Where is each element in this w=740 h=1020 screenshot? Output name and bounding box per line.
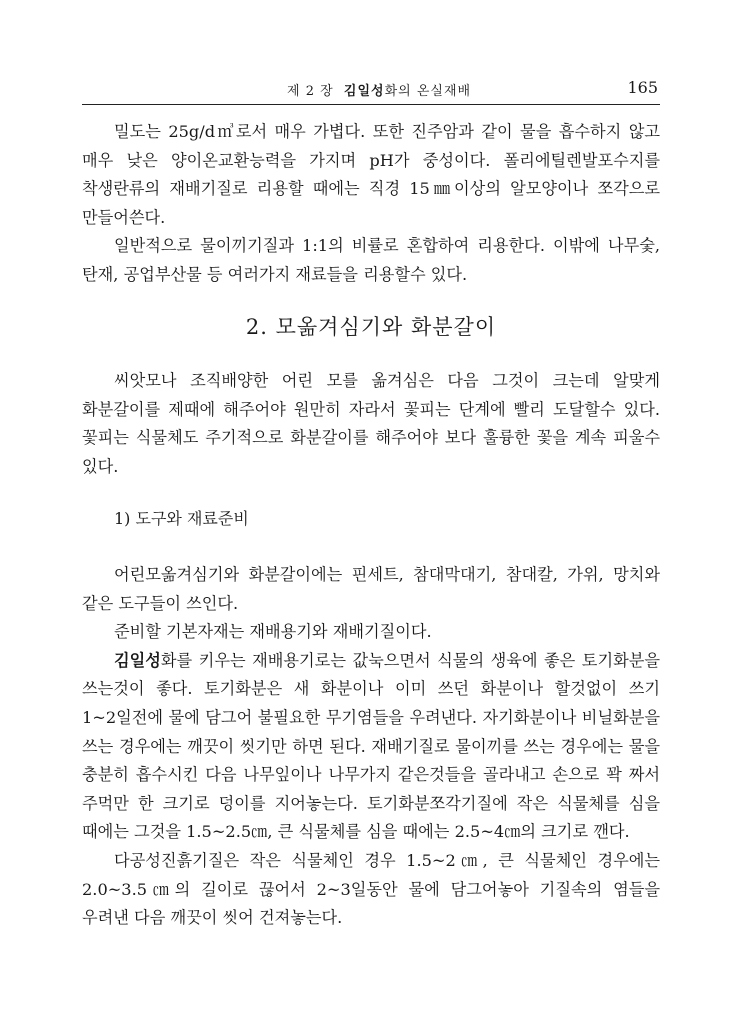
header-name-bold: 김일성 (343, 84, 385, 99)
body-text-tools (82, 561, 660, 933)
header-title (287, 80, 471, 99)
running-header (82, 78, 660, 105)
subsection-title: 1) 도구와 재료준비 (114, 509, 249, 528)
header-title-rest: 화의 온실재배 (384, 84, 472, 99)
paragraph: 밀도는 25g/d㎥로서 매우 가볍다. 또한 진주암과 같이 물을 흡수하지 않고 매우 낮은 양이온교환능력을 가지며 pH가 중성이다. 폴리에틸렌발포수지를 착생란류의 재배기질로 리용할 때에는 직경 15㎜이상의 알모양이나 쪼각으로 만들어쓴다. (82, 122, 660, 227)
paragraph-kimilsung (82, 647, 660, 847)
section-title: 2. 모옮겨심기와 화분갈이 (245, 315, 497, 339)
page-number: 165 (627, 78, 658, 97)
paragraph: 일반적으로 물이끼기질과 1:1의 비률로 혼합하여 리용한다. 이밖에 나무숯, 탄재, 공업부산물 등 여러가지 재료들을 리용할수 있다. (82, 236, 660, 284)
paragraph-text: 화를 키우는 재배용기로는 값눅으면서 식물의 생육에 좋은 토기화분을 쓰는것이 좋다. 토기화분은 새 화분이나 이미 쓰던 화분이나 할것없이 쓰기 1~2일전에 물에 담그어 불필요한 무기염들을 우려낸다. 자기화분이나 비닐화분을 쓰는 경우에는 깨끗이 씻기만 하면 된다. 재배기질로 물이끼를 쓰는 경우에는 물을 충분히 흡수시킨 다음 나무잎이나 나무가지 같은것들을 골라내고 손으로 꽉 짜서 주먹만 한 크기로 덩이를 지어놓는다. 토기화분쪼각기질에 작은 식물체를 심을 때에는 그것을 1.5~2.5㎝, 큰 식물체를 심을 때에는 2.5~4㎝의 크기로 깬다. (82, 650, 660, 842)
body-text-section (82, 367, 660, 481)
paragraph: 씨앗모나 조직배양한 어린 모를 옮겨심은 다음 그것이 크는데 알맞게 화분갈이를 제때에 해주어야 원만히 자라서 꽃피는 단계에 빨리 도달할수 있다. 꽃피는 식물체도 주기적으로 화분갈이를 해주어야 보다 훌륭한 꽃을 계속 피울수 있다. (82, 371, 660, 476)
paragraph: 준비할 기본자재는 재배용기와 재배기질이다. (114, 622, 432, 642)
header-chapter: 제 2 장 (287, 84, 334, 99)
bold-name: 김일성 (114, 650, 161, 670)
paragraph: 어린모옮겨심기와 화분갈이에는 핀세트, 참대막대기, 참대칼, 가위, 망치와 같은 도구들이 쓰인다. (82, 565, 660, 613)
paragraph: 다공성진흙기질은 작은 식물체인 경우 1.5~2㎝, 큰 식물체인 경우에는 2.0~3.5㎝의 길이로 끊어서 2~3일동안 물에 담그어놓아 기질속의 염들을 우려낸 다음 깨끗이 씻어 건져놓는다. (82, 850, 660, 928)
body-text-top (82, 118, 660, 290)
